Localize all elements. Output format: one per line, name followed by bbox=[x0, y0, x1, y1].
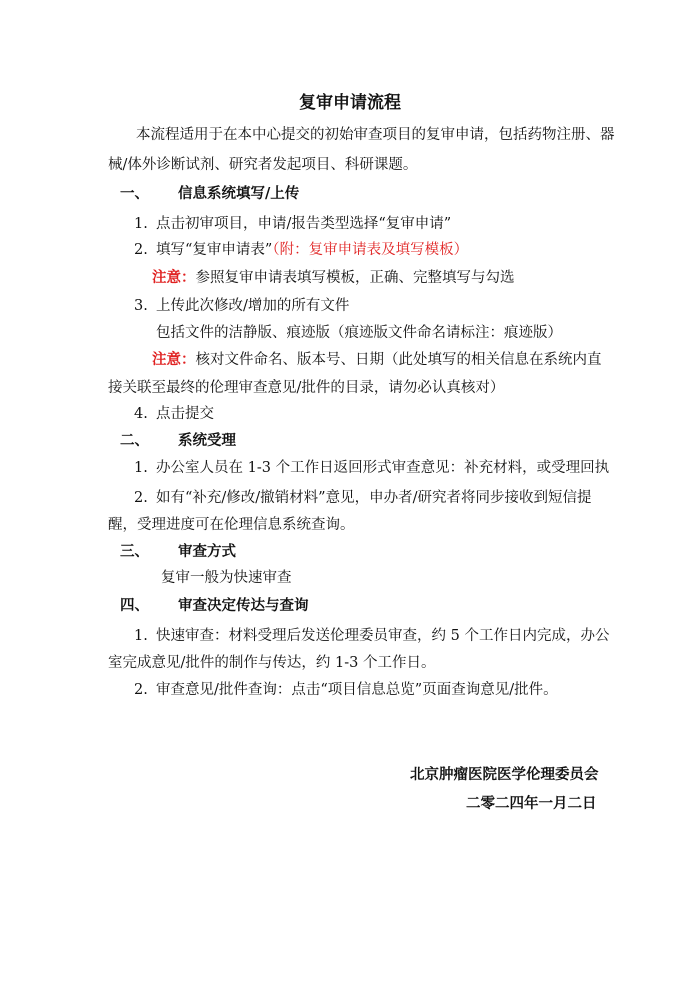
s1-note-2 bbox=[152, 350, 602, 370]
section-1-number: 一、 bbox=[120, 185, 149, 202]
signature-date: 二零二四年一月二日 bbox=[466, 795, 597, 812]
s1-note-1-label: 注意： bbox=[152, 269, 196, 286]
s1-item-4-text: 点击提交 bbox=[156, 406, 214, 422]
s2-item-2-text-1: 如有“补充/修改/撤销材料”意见，申办者/研究者将同步接收到短信提 bbox=[156, 490, 592, 506]
section-2-label: 系统受理 bbox=[178, 432, 236, 449]
signature-organization: 北京肿瘤医院医学伦理委员会 bbox=[410, 766, 599, 783]
s1-item-3-text: 上传此次修改/增加的所有文件 bbox=[156, 298, 350, 314]
s4-item-2-text: 审查意见/批件查询：点击“项目信息总览”页面查询意见/批件。 bbox=[156, 682, 558, 698]
s1-item-3 bbox=[134, 296, 349, 316]
s2-item-2-number: 2. bbox=[134, 490, 148, 506]
intro-line-2: 械/体外诊断试剂、研究者发起项目、科研课题。 bbox=[108, 157, 418, 173]
s1-item-4-number: 4. bbox=[134, 406, 148, 422]
s4-item-1-text-2: 室完成意见/批件的制作与传达，约 1-3 个工作日。 bbox=[108, 655, 436, 671]
section-3-number: 三、 bbox=[120, 543, 149, 560]
s2-item-1-text: 办公室人员在 1-3 个工作日返回形式审查意见：补充材料，或受理回执 bbox=[156, 460, 610, 476]
s1-item-2-text: 填写“复审申请表” bbox=[156, 242, 273, 258]
section-1-label: 信息系统填写/上传 bbox=[178, 185, 300, 202]
s4-item-2-number: 2. bbox=[134, 682, 148, 698]
attachment-link[interactable]: （附：复审申请表及填写模板） bbox=[272, 242, 469, 258]
s1-note-2-text-2: 接关联至最终的伦理审查意见/批件的目录，请勿必认真核对） bbox=[108, 380, 505, 396]
s1-item-1-text: 点击初审项目，申请/报告类型选择“复审申请” bbox=[156, 216, 452, 232]
s4-item-1-text-1: 快速审查：材料受理后发送伦理委员审查，约 5 个工作日内完成，办公 bbox=[156, 628, 610, 644]
s1-item-1-number: 1. bbox=[134, 216, 148, 232]
s3-text: 复审一般为快速审查 bbox=[161, 570, 292, 586]
s2-item-2-text-2: 醒，受理进度可在伦理信息系统查询。 bbox=[108, 517, 355, 533]
s1-item-3-detail: 包括文件的洁静版、痕迹版（痕迹版文件命名请标注：痕迹版） bbox=[156, 325, 562, 341]
section-3-heading bbox=[120, 542, 236, 562]
s1-item-1 bbox=[134, 214, 451, 234]
s1-note-1 bbox=[152, 268, 515, 288]
section-1-heading bbox=[120, 184, 299, 204]
section-3-label: 审查方式 bbox=[178, 543, 236, 560]
section-2-heading bbox=[120, 431, 236, 451]
s1-note-1-text: 参照复审申请表填写模板，正确、完整填写与勾选 bbox=[195, 270, 515, 286]
s4-item-1-number: 1. bbox=[134, 628, 148, 644]
s2-item-1-number: 1. bbox=[134, 460, 148, 476]
s1-item-3-number: 3. bbox=[134, 298, 148, 314]
s2-item-1 bbox=[134, 458, 609, 478]
section-2-number: 二、 bbox=[120, 432, 149, 449]
s1-note-2-label: 注意： bbox=[152, 351, 196, 368]
section-4-heading bbox=[120, 596, 309, 616]
s4-item-1 bbox=[134, 626, 609, 646]
s1-item-2 bbox=[134, 240, 468, 260]
intro-line-1: 本流程适用于在本中心提交的初始审查项目的复审申请，包括药物注册、器 bbox=[136, 127, 615, 143]
section-4-number: 四、 bbox=[120, 597, 149, 614]
page-title: 复审申请流程 bbox=[299, 93, 401, 113]
s1-note-2-text-1: 核对文件命名、版本号、日期（此处填写的相关信息在系统内直 bbox=[195, 352, 602, 368]
s4-item-2 bbox=[134, 680, 558, 700]
s1-item-4 bbox=[134, 404, 214, 424]
section-4-label: 审查决定传达与查询 bbox=[178, 597, 309, 614]
s2-item-2 bbox=[134, 488, 591, 508]
s1-item-2-number: 2. bbox=[134, 242, 148, 258]
